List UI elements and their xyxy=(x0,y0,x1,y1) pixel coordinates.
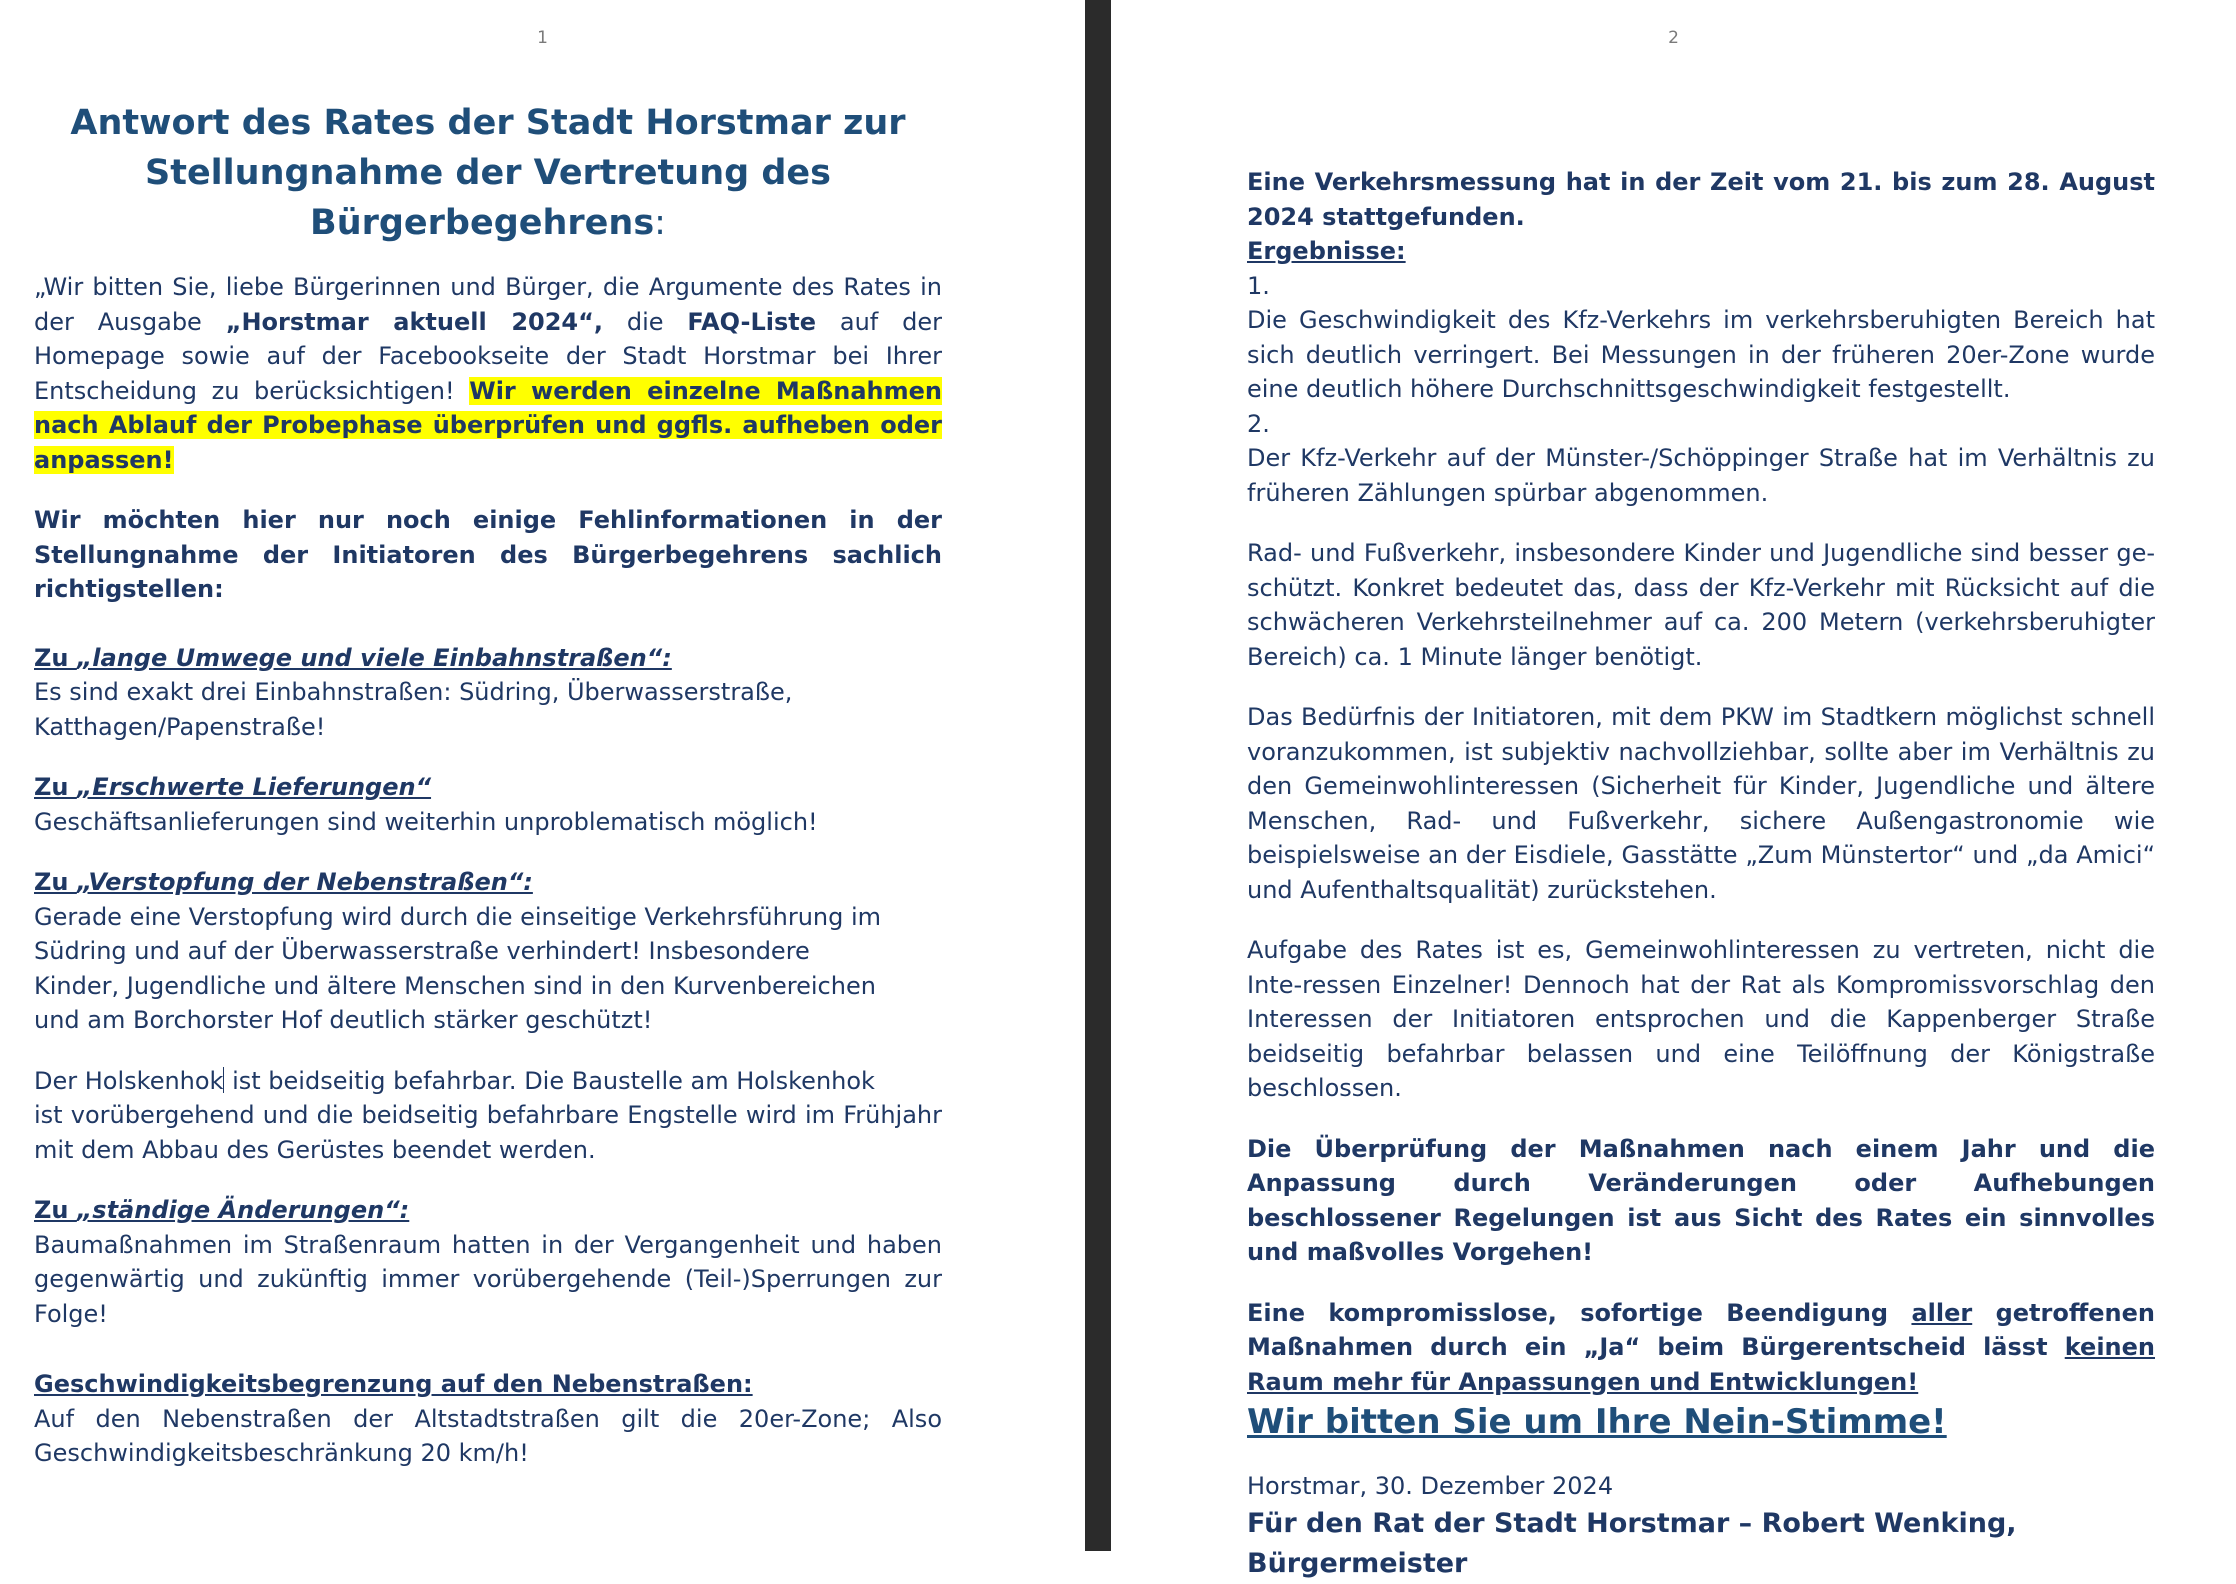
result-2-number: 2. xyxy=(1247,409,1270,438)
text-line: Südring und auf der Überwasserstraße verhindert! Insbesondere xyxy=(34,937,810,965)
intro-bold-faq: FAQ-Liste xyxy=(687,307,816,336)
section-text-lieferungen: Geschäftsanlieferungen sind weiterhin unproblematisch möglich! xyxy=(34,807,818,836)
result-1-text: Die Geschwindigkeit des Kfz-Verkehrs im verkehrsberuhigten Bereich hat sich deutlich verringert. Bei Messungen in der früheren 20er-Zone wurde eine deutlich höhere Durchschnittsgeschwindigkeit festgestellt. xyxy=(1247,306,2155,403)
final-text: getroffenen Maßnahmen durch ein „Ja“ beim Bürgerentscheid lässt xyxy=(1247,1298,2155,1361)
document-title xyxy=(34,98,942,248)
title-colon: : xyxy=(654,203,666,243)
page-separator xyxy=(1085,0,1111,1551)
intro-paragraph xyxy=(34,270,942,477)
section-heading-verstopfung xyxy=(34,865,942,900)
section-text-holskenhok xyxy=(34,1064,942,1168)
section-text-geschwindigkeit: Auf den Nebenstraßen der Altstadtstraßen gilt die 20er-Zone; Also Geschwindigkeitsbeschränkung 20 km/h! xyxy=(34,1404,942,1467)
measurement-lead: Eine Verkehrsmessung hat in der Zeit vom 21. bis zum 28. August 2024 stattgefunden. xyxy=(1247,168,2155,231)
text-line: Es sind exakt drei Einbahnstraßen: Südring, Überwasserstraße, xyxy=(34,678,793,706)
text-line: Kinder, Jugendliche und ältere Menschen sind in den Kurvenbereichen xyxy=(34,971,876,1000)
page-1 xyxy=(0,0,1085,1551)
title-line-1: Antwort des Rates der Stadt Horstmar zur xyxy=(70,103,906,143)
text-line: ist vorübergehend und die beidseitig befahrbare Engstelle wird im Frühjahr mit dem Abbau des Gerüstes beendet werden. xyxy=(34,1101,942,1164)
intro-text: auf der Homepage sowie auf der Facebookseite der Stadt Horstmar bei Ihrer Entscheidung zu berücksichtigen! xyxy=(34,307,942,405)
signature-line: Für den Rat der Stadt Horstmar – Robert Wenking, Bürgermeister xyxy=(1247,1507,2017,1579)
text-line: Der Holskenhok xyxy=(34,1066,224,1095)
section-heading-aenderungen xyxy=(34,1193,942,1228)
paragraph-radverkehr: Rad- und Fußverkehr, insbesondere Kinder und Jugendliche sind besser ge-schützt. Konkret bedeutet das, dass der Kfz-Verkehr mit Rücksicht auf die schwächeren Verkehrsteilnehmer auf ca. 200 Metern (verkehrsberuhigter Bereich) ca. 1 Minute länger benötigt. xyxy=(1247,539,2155,671)
result-1-number: 1. xyxy=(1247,271,1270,300)
section-text-verstopfung xyxy=(34,900,942,1038)
result-2-text: Der Kfz-Verkehr auf der Münster-/Schöppinger Straße hat im Verhältnis zu früheren Zählungen spürbar abgenommen. xyxy=(1247,444,2155,507)
lead-paragraph: Wir möchten hier nur noch einige Fehlinformationen in der Stellungnahme der Initiatoren des Bürgerbegehrens sachlich richtigstellen: xyxy=(34,506,942,603)
section-text-aenderungen: Baumaßnahmen im Straßenraum hatten in der Vergangenheit und haben gegenwärtig und zukünftig immer vorübergehende (Teil-)Sperrungen zur Folge! xyxy=(34,1230,942,1328)
page-number: 1 xyxy=(537,28,548,48)
call-to-action: Wir bitten Sie um Ihre Nein-Stimme! xyxy=(1247,1402,1947,1442)
final-text: Eine kompromisslose, sofortige Beendigung xyxy=(1247,1298,1912,1327)
title-line-2: Stellungnahme der Vertretung des Bürgerbegehrens xyxy=(145,153,831,243)
page-2 xyxy=(1111,0,2236,1579)
paragraph-aufgabe: Aufgabe des Rates ist es, Gemeinwohlinteressen zu vertreten, nicht die Inte-ressen Einzelner! Dennoch hat der Rat als Kompromissvorschlag den Interessen der Initiatoren entsprochen und die Kappenberger Straße beidseitig befahrbar belassen und eine Teilöffnung der Königstraße beschlossen. xyxy=(1247,936,2155,1102)
heading-prefix: Zu xyxy=(34,643,77,672)
paragraph-final xyxy=(1247,1296,2155,1400)
intro-bold-horstmar: „Horstmar aktuell 2024“, xyxy=(225,307,603,336)
heading-text: „lange Umwege und viele Einbahnstraßen“: xyxy=(76,643,672,672)
section-heading-geschwindigkeit: Geschwindigkeitsbegrenzung auf den Nebenstraßen: xyxy=(34,1370,753,1398)
page-number: 2 xyxy=(1668,28,1679,48)
place-date: Horstmar, 30. Dezember 2024 xyxy=(1247,1472,1614,1500)
intro-text: „Wir bitten Sie, liebe Bürgerinnen und Bürger, die Argumente des Rates in der Ausgabe xyxy=(34,273,942,336)
text-line: Katthagen/Papenstraße! xyxy=(34,712,326,741)
section-heading-umwege xyxy=(34,641,942,676)
intro-text: die xyxy=(603,307,688,336)
heading-prefix: Zu xyxy=(34,773,77,801)
results-heading: Ergebnisse: xyxy=(1247,237,1406,265)
final-underline-aller: aller xyxy=(1911,1298,1973,1327)
paragraph-ueberpruefung: Die Überprüfung der Maßnahmen nach einem Jahr und die Anpassung durch Veränderungen oder Aufhebungen beschlossener Regelungen ist aus Sicht des Rates ein sinnvolles und maßvolles Vorgehen! xyxy=(1247,1134,2155,1266)
page-2-content xyxy=(1247,165,2155,1584)
paragraph-beduerfnis: Das Bedürfnis der Initiatoren, mit dem PKW im Stadtkern möglichst schnell voranzukommen, ist subjektiv nachvollziehbar, sollte aber im Verhältnis zu den Gemeinwohlinteressen (Sicherheit für Kinder, Jugendliche und ältere Menschen, Rad- und Fußverkehr, sichere Außengastronomie wie beispielsweise an der Eisdiele, Gasstätte „Zum Münstertor“ und „da Amici“ und Aufenthaltsqualität) zurückstehen. xyxy=(1247,703,2155,904)
heading-prefix: Zu xyxy=(34,1196,77,1224)
heading-text: „Verstopfung der Nebenstraßen“: xyxy=(76,868,533,896)
section-text-umwege xyxy=(34,675,942,744)
heading-prefix: Zu xyxy=(34,868,77,896)
final-underline-raum: keinen Raum mehr für Anpassungen und Entwicklungen! xyxy=(1247,1333,2155,1396)
page-1-content xyxy=(34,98,942,1471)
text-line: und am Borchorster Hof deutlich stärker geschützt! xyxy=(34,1006,653,1034)
heading-text: „ständige Änderungen“: xyxy=(76,1196,410,1224)
intro-highlight: Wir werden einzelne Maßnahmen nach Ablauf der Probephase überprüfen und ggfls. aufheben oder anpassen! xyxy=(34,376,942,474)
text-line: ist beidseitig befahrbar. Die Baustelle am Holskenhok xyxy=(224,1066,875,1095)
section-heading-lieferungen xyxy=(34,770,942,805)
text-line: Gerade eine Verstopfung wird durch die einseitige Verkehrsführung im xyxy=(34,902,882,931)
heading-text: „Erschwerte Lieferungen“ xyxy=(76,773,432,801)
